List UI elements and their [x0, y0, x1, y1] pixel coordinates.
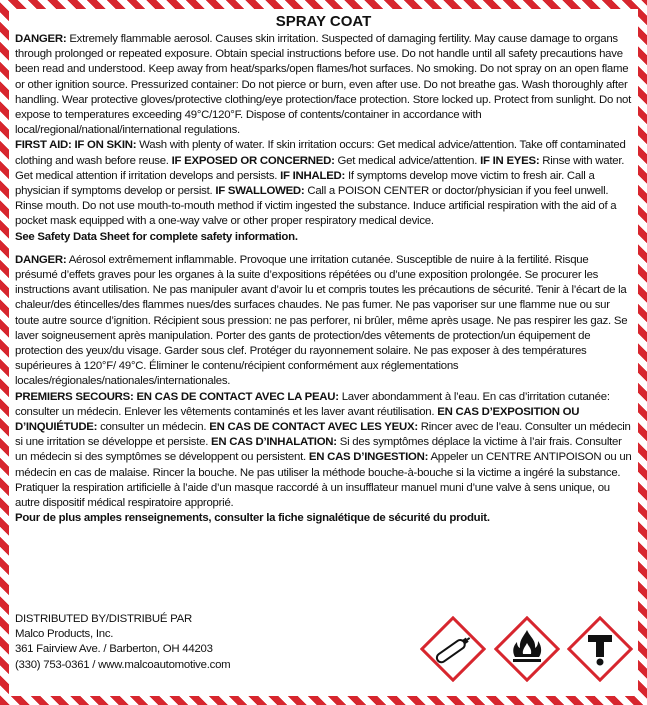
fr-danger-label: DANGER: — [15, 253, 67, 266]
inhaled-label: IF INHALED: — [280, 169, 346, 182]
french-first-aid — [15, 390, 632, 512]
fr-danger-text: Aérosol extrêmement inflammable. Provoque une irritation cutanée. Susceptible de nuire à la fertilité. Risque présumé d’effets graves pour les organes à la suite d’expositions répétées ou d’une exposition prolongée. Se procurer les instructions avant utilisation. Ne pas manipuler avant d’avoir lu et compris toutes les précautions de sécurité. Tenir à l’écart de la chaleur/des étincelles/des flammes nues/des surfaces chaudes. Ne pas fumer. Ne pas vaporiser sur une flamme nue ou sur toute autre source d’ignition. Récipient sous pression: ne pas perforer, ni brûler, même après usage. Ne pas respirer les gaz. Se laver soigneusement après manipulation. Porter des gants de protection/des vêtements de protection/un équipement de protection des yeux/du visage. Garder sous clef. Protéger du rayonnement solaire. Ne pas exposer à des températures supérieures à 120°F/ 49°C. Éliminer le contenu/récipient conformément aux réglementations locales/régionales/nationales/internationales. — [15, 253, 628, 388]
distributor-company: Malco Products, Inc. — [15, 628, 114, 641]
fr-eyes-text: Rincer avec de l’eau. Consulter un médecin si une irritation se développe et persiste. — [15, 421, 631, 449]
distributor-heading: DISTRIBUTED BY/DISTRIBUÉ PAR — [15, 613, 192, 625]
first-aid-label: FIRST AID: IF ON SKIN: — [15, 139, 137, 152]
health-hazard-icon — [567, 616, 633, 682]
label-footer — [15, 612, 632, 688]
section-gap — [15, 245, 632, 253]
distributor-contact: (330) 753-0361 / www.malcoautomotive.com — [15, 658, 231, 671]
product-title: SPRAY COAT — [275, 13, 372, 30]
swallowed-text: Call a POISON CENTER or doctor/physician if you feel unwell. Rinse mouth. Do not use mouth-to-mouth method if victim ingested the substance. Induce artificial respiration with the aid of a pocket mask equipped with a one-way valve or other proper respiratory medical device. — [15, 185, 617, 228]
danger-text: Extremely flammable aerosol. Causes skin irritation. Suspected of damaging fertility. May cause damage to organs through prolonged or repeated exposure. Obtain special instructions before use. Do not handle until all safety precautions have been read and understood. Keep away from heat/sparks/open flames/hot surfaces. No smoking. Do not spray on an open flame or other ignition source. Pressurized container: Do not pierce or burn, even after use. Do not breathe gas. Wash thoroughly after handling. Wear protective gloves/protective clothing/eye protection/face protection. Store locked up. Protect from sunlight. Do not expose to temperatures exceeding 49°C/120°F. Dispose of contents/container in accordance with local/regional/national/international regulations. — [15, 33, 632, 137]
fr-swallowed-text: Appeler un CENTRE ANTIPOISON ou un médecin en cas de malaise. Rincer la bouche. Ne pas utiliser la méthode bouche-à-bouche si la victime a ingéré la substance. Pratiquer la respiration artificielle à l’aide d’un masque raccordé à un insufflateur manuel muni d’une valve à sens unique, ou autre dispositif médical respiratoire approprié. — [15, 451, 632, 510]
eyes-text: Rinse with water. Get medical attention if irritation develops and persists. — [15, 154, 625, 182]
french-sds-note — [15, 511, 632, 526]
gas-cylinder-icon — [420, 616, 486, 682]
inhaled-text: If symptoms develop move victim to fresh air. Call a physician if symptoms develop or persist. — [15, 169, 595, 198]
english-first-aid — [15, 138, 632, 229]
fr-inhaled-text: Si des symptômes déplace la victime à l’air frais. Consulter un médecin si des symptômes se développent ou persistent. — [15, 436, 622, 464]
swallowed-label: IF SWALLOWED: — [215, 185, 305, 198]
fr-first-aid-label: PREMIERS SECOURS: EN CAS DE CONTACT AVEC LA PEAU: — [15, 390, 339, 403]
eyes-label: IF IN EYES: — [480, 154, 540, 167]
french-danger-statement — [15, 253, 632, 390]
exposed-text: Get medical advice/attention. — [334, 154, 481, 167]
english-danger-statement — [15, 32, 632, 138]
distributor-address: 361 Fairview Ave. / Barberton, OH 44203 — [15, 643, 213, 656]
fr-swallowed-label: EN CAS D’INGESTION: — [308, 451, 429, 464]
fr-inhaled-label: EN CAS D’INHALATION: — [211, 436, 337, 449]
fr-exposed-label: EN CAS D’EXPOSITION OU D’INQUIÉTUDE: — [15, 405, 580, 434]
fr-first-aid-text: Laver abondamment à l’eau. En cas d’irritation cutanée: consulter un médecin. Enlever les vêtements contaminés et les laver avant réutilisation. — [15, 390, 610, 418]
fr-eyes-label: EN CAS DE CONTACT AVEC LES YEUX: — [209, 421, 418, 434]
fr-exposed-text: consulter un médecin. — [97, 421, 210, 434]
distributor-block — [15, 612, 230, 673]
fr-sds-note-text: Pour de plus amples renseignements, consulter la fiche signalétique de sécurité du produit. — [15, 512, 490, 525]
sds-note-text: See Safety Data Sheet for complete safety information. — [15, 230, 298, 243]
english-sds-note — [15, 230, 632, 245]
exposed-label: IF EXPOSED OR CONCERNED: — [171, 154, 335, 167]
label-content — [9, 9, 638, 696]
danger-label: DANGER: — [15, 33, 67, 45]
first-aid-text: Wash with plenty of water. If skin irritation occurs: Get medical advice/attention. Take off contaminated clothing and wash before reuse. — [15, 139, 626, 167]
flame-icon — [494, 616, 560, 682]
